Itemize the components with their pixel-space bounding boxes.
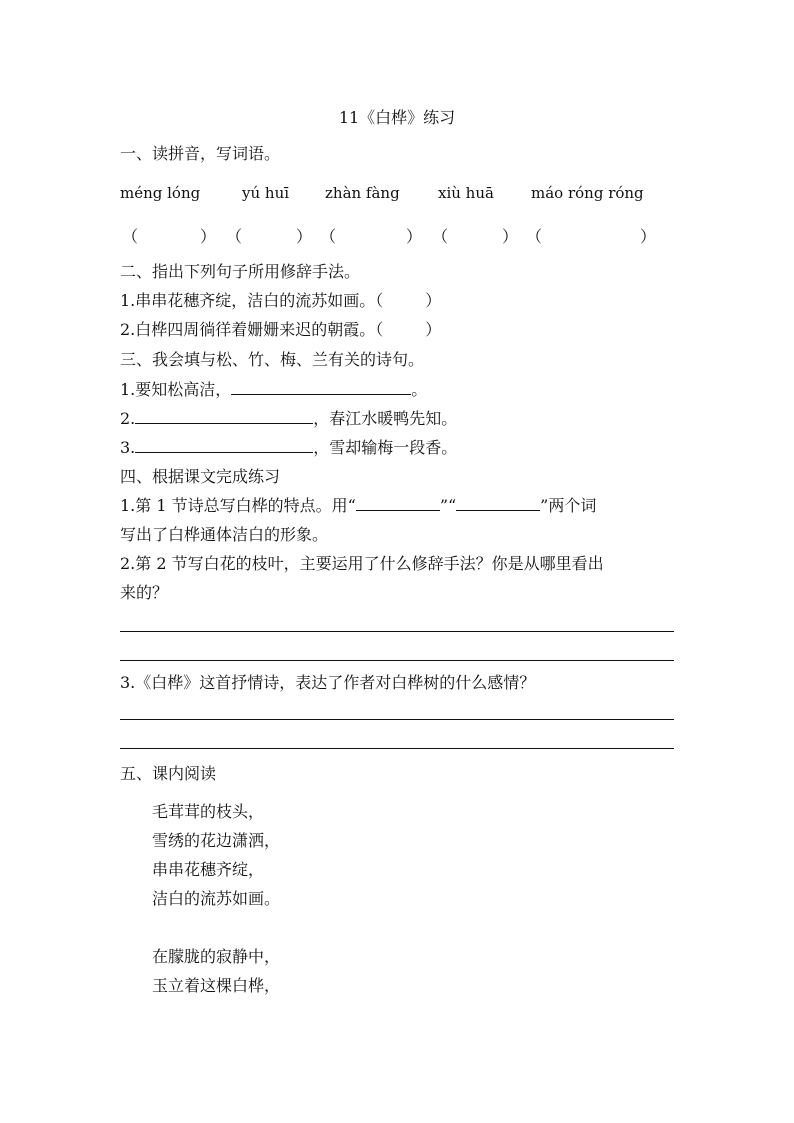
poem-line: 雪绣的花边潇洒，: [152, 831, 281, 850]
page-title: 11《白桦》练习: [338, 108, 456, 127]
answer-paren-3-open: （: [320, 227, 337, 246]
answer-line-3[interactable]: [120, 719, 674, 720]
poem-fill-2: [120, 409, 457, 429]
answer-paren-2-close: ）: [296, 227, 313, 246]
text-question-1-a: 1.第 1 节诗总写白桦的特点。用“: [120, 496, 356, 515]
rhetoric-question-2: [120, 320, 441, 340]
poem-fill-1-suffix: 。: [411, 380, 428, 399]
pinyin-3: zhàn fàng: [325, 184, 400, 202]
poem-fill-3: [120, 438, 457, 458]
section-1-heading: 一、读拼音，写词语。: [120, 144, 281, 163]
poem-fill-3-suffix: ，雪却输梅一段香。: [313, 438, 458, 457]
poem-fill-3-prefix: 3.: [120, 438, 136, 457]
text-question-1-blank-2[interactable]: [456, 496, 540, 511]
text-question-2-line-1: 2.第 2 节写白花的枝叶，主要运用了什么修辞手法？你是从哪里看出: [120, 554, 604, 573]
answer-paren-1-open: （: [122, 227, 139, 246]
rhetoric-question-1-close: ）: [425, 291, 442, 310]
text-question-1-line-2: 写出了白桦通体洁白的形象。: [120, 525, 329, 544]
answer-paren-5-open: （: [526, 227, 543, 246]
poem-fill-1-blank[interactable]: [231, 380, 411, 395]
answer-paren-3-close: ）: [406, 227, 423, 246]
poem-fill-3-blank[interactable]: [135, 438, 313, 453]
poem-fill-1-prefix: 1.要知松高洁，: [120, 380, 232, 399]
pinyin-2: yú huī: [242, 184, 290, 202]
answer-line-4[interactable]: [120, 748, 674, 749]
text-question-1-b: ”“: [439, 496, 457, 515]
rhetoric-question-2-text: 2.白桦四周徜徉着姗姗来迟的朝霞。（: [120, 320, 384, 339]
text-question-1-c: ”两个词: [540, 496, 597, 515]
answer-paren-4-open: （: [432, 227, 449, 246]
poem-line: 毛茸茸的枝头，: [152, 802, 265, 821]
text-question-2-line-2: 来的？: [120, 583, 169, 602]
rhetoric-question-2-close: ）: [425, 320, 442, 339]
poem-fill-2-suffix: ，春江水暖鸭先知。: [313, 409, 458, 428]
answer-line-2[interactable]: [120, 660, 674, 661]
poem-fill-1: [120, 380, 427, 400]
text-question-1: [120, 496, 596, 516]
pinyin-1: méng lóng: [120, 184, 201, 202]
section-5-heading: 五、课内阅读: [120, 764, 217, 783]
poem-line: 洁白的流苏如画。: [152, 889, 281, 908]
rhetoric-question-1-text: 1.串串花穗齐绽，洁白的流苏如画。（: [120, 291, 384, 310]
answer-paren-1-close: ）: [200, 227, 217, 246]
answer-paren-4-close: ）: [502, 227, 519, 246]
poem-line: 串串花穗齐绽，: [152, 860, 265, 879]
section-4-heading: 四、根据课文完成练习: [120, 467, 281, 486]
section-3-heading: 三、我会填与松、竹、梅、兰有关的诗句。: [120, 350, 425, 369]
text-question-1-blank-1[interactable]: [356, 496, 440, 511]
pinyin-5: máo róng róng: [531, 184, 644, 202]
poem-line: 在朦胧的寂静中，: [152, 947, 281, 966]
section-2-heading: 二、指出下列句子所用修辞手法。: [120, 262, 361, 281]
poem-fill-2-prefix: 2.: [120, 409, 136, 428]
poem-line: 玉立着这棵白桦，: [152, 976, 281, 995]
answer-paren-2-open: （: [226, 227, 243, 246]
answer-line-1[interactable]: [120, 631, 674, 632]
pinyin-4: xiù huā: [438, 184, 494, 202]
text-question-3: 3.《白桦》这首抒情诗，表达了作者对白桦树的什么感情？: [120, 673, 536, 692]
poem-fill-2-blank[interactable]: [135, 409, 313, 424]
rhetoric-question-1: [120, 291, 441, 311]
answer-paren-5-close: ）: [640, 227, 657, 246]
